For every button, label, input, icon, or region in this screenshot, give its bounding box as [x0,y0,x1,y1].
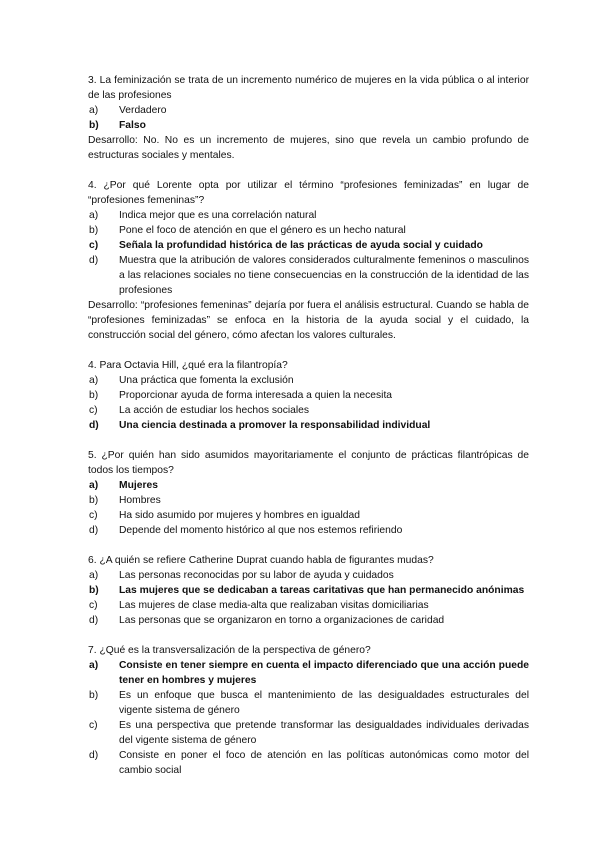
question-3 [88,73,529,163]
option-text: Consiste en poner el foco de atención en las políticas autonómicas como motor del cambio social [119,750,529,776]
option-text: Una ciencia destinada a promover la responsabilidad individual [119,420,431,431]
option-text: Las personas reconocidas por su labor de ayuda y cuidados [119,570,394,581]
option-text: Las mujeres que se dedicaban a tareas caritativas que han permanecido anónimas [119,585,525,596]
option-text: Verdadero [119,105,167,116]
option-b [88,388,529,403]
option-a [88,208,529,223]
option-b [88,688,529,718]
option-text: Indica mejor que es una correlación natural [119,210,317,221]
option-letter: d) [89,420,99,431]
option-text: Falso [119,120,146,131]
option-a-correct [88,658,529,688]
option-d [88,748,529,778]
option-a [88,103,529,118]
option-letter: c) [89,600,98,611]
option-letter: d) [89,255,99,266]
option-text: Señala la profundidad histórica de las prácticas de ayuda social y cuidado [119,240,483,251]
option-letter: b) [89,390,99,401]
option-d [88,523,529,538]
question-6 [88,553,529,628]
option-letter: c) [89,510,98,521]
option-list [88,568,529,628]
option-list [88,373,529,433]
option-text: Una práctica que fomenta la exclusión [119,375,294,386]
question-4-lorente [88,178,529,343]
option-text: Hombres [119,495,161,506]
option-letter: d) [89,615,99,626]
option-letter: d) [89,750,99,761]
option-letter: a) [89,660,99,671]
option-text: Es una perspectiva que pretende transformar las desigualdades individuales derivadas del vigente sistema de género [119,720,529,746]
option-letter: a) [89,480,99,491]
question-4-octavia-hill [88,358,529,433]
option-c [88,598,529,613]
option-text: Es un enfoque que busca el mantenimiento de las desigualdades estructurales del vigente sistema de género [119,690,529,716]
desarrollo-text: Desarrollo: No. No es un incremento de mujeres, sino que revela un cambio profundo de estructuras sociales y mentales. [88,135,529,161]
option-b-correct [88,583,529,598]
option-b [88,493,529,508]
option-c-correct [88,238,529,253]
option-text: Consiste en tener siempre en cuenta el impacto diferenciado que una acción puede tener en hombres y mujeres [119,660,529,686]
question-text: 4. Para Octavia Hill, ¿qué era la filantropía? [88,360,288,371]
option-b-correct [88,118,529,133]
option-letter: c) [89,405,98,416]
option-list [88,658,529,778]
question-text: 3. La feminización se trata de un incremento numérico de mujeres en la vida pública o al interior de las profesiones [88,75,529,101]
option-text: Pone el foco de atención en que el género es un hecho natural [119,225,406,236]
option-text: Proporcionar ayuda de forma interesada a quien la necesita [119,390,393,401]
option-list [88,478,529,538]
question-text: 5. ¿Por quién han sido asumidos mayoritariamente el conjunto de prácticas filantrópicas de todos los tiempos? [88,450,529,476]
desarrollo-text: Desarrollo: “profesiones femeninas” dejaría por fuera el análisis estructural. Cuando se habla de “profesiones feminizadas” se enfoca en la historia de la ayuda social y el cuidado, la construcción social del género, cómo afectan los valores culturales. [88,300,529,341]
option-text: La acción de estudiar los hechos sociales [119,405,310,416]
option-list [88,208,529,298]
option-letter: b) [89,225,99,236]
option-letter: d) [89,525,99,536]
option-letter: a) [89,375,99,386]
option-d-correct [88,418,529,433]
option-letter: b) [89,585,99,596]
option-c [88,718,529,748]
option-list [88,103,529,133]
option-letter: b) [89,120,99,131]
option-a-correct [88,478,529,493]
option-letter: a) [89,210,99,221]
option-text: Muestra que la atribución de valores considerados culturalmente femeninos o masculinos a las relaciones sociales no tiene consecuencias en la construcción de la identidad de las profesiones [119,255,529,296]
option-letter: a) [89,105,99,116]
option-text: Mujeres [119,480,158,491]
question-text: 7. ¿Qué es la transversalización de la perspectiva de género? [88,645,371,656]
option-text: Las personas que se organizaron en torno a organizaciones de caridad [119,615,445,626]
option-letter: b) [89,690,99,701]
question-7 [88,643,529,778]
question-text: 6. ¿A quién se refiere Catherine Duprat cuando habla de figurantes mudas? [88,555,434,566]
option-letter: c) [89,720,98,731]
option-a [88,568,529,583]
option-d [88,613,529,628]
option-a [88,373,529,388]
option-text: Las mujeres de clase media-alta que realizaban visitas domiciliarias [119,600,429,611]
option-c [88,403,529,418]
option-text: Depende del momento histórico al que nos estemos refiriendo [119,525,403,536]
option-c [88,508,529,523]
option-text: Ha sido asumido por mujeres y hombres en igualdad [119,510,360,521]
option-b [88,223,529,238]
question-text: 4. ¿Por qué Lorente opta por utilizar el término “profesiones feminizadas” en lugar de “profesiones femeninas”? [88,180,529,206]
option-letter: a) [89,570,99,581]
question-5 [88,448,529,538]
option-d [88,253,529,298]
option-letter: b) [89,495,99,506]
option-letter: c) [89,240,99,251]
